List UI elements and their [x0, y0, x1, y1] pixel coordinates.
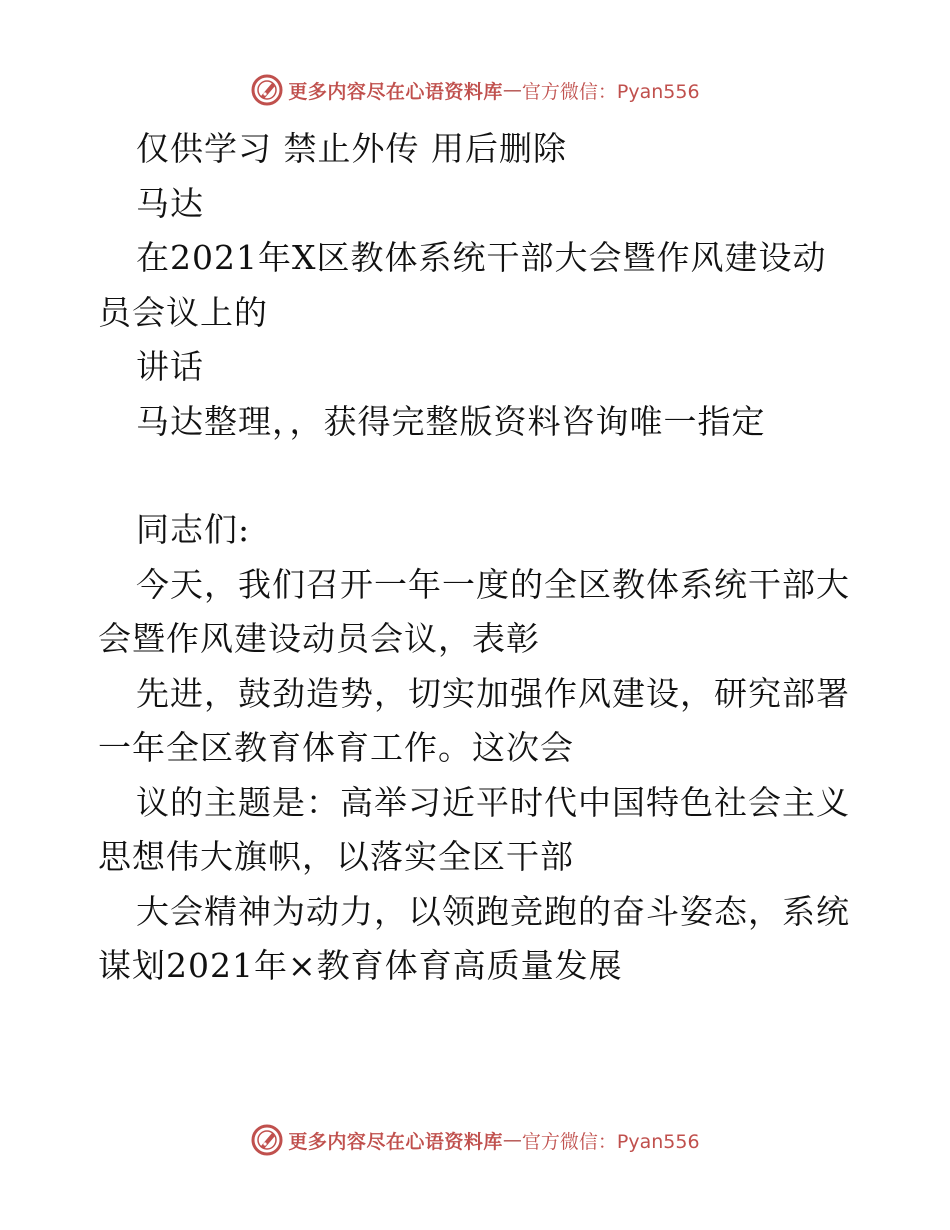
paragraph-line: 会暨作风建设动员会议，表彰	[98, 619, 540, 658]
watermark-separator: —	[502, 1129, 522, 1151]
blank-gap	[98, 449, 858, 503]
title-line-2: 员会议上的	[98, 292, 268, 332]
compiler-line: 马达整理，，获得完整版资料咨询唯一指定	[136, 401, 766, 441]
notice-line: 仅供学习 禁止外传 用后删除	[136, 129, 567, 168]
author-line: 马达	[136, 183, 204, 223]
title-line-3: 讲话	[136, 347, 204, 386]
salutation-line: 同志们:	[136, 510, 251, 549]
watermark-wechat: 官方微信：Pyan556	[521, 80, 700, 103]
footer-watermark	[0, 1122, 950, 1158]
watermark-separator: —	[502, 79, 522, 101]
header-watermark	[0, 72, 950, 108]
pen-nib-circle-logo-icon	[250, 1123, 284, 1157]
paragraph-line: 今天，我们召开一年一度的全区教体系统干部大	[136, 564, 850, 604]
paragraph-line: 先进，鼓劲造势，切实加强作风建设，研究部署	[136, 673, 850, 713]
watermark-text: 更多内容尽在心语资料库	[288, 1130, 503, 1153]
paragraph-line: 思想伟大旗帜，以落实全区干部	[98, 837, 574, 876]
paragraph-line: 一年全区教育体育工作。这次会	[98, 728, 574, 767]
watermark-wechat: 官方微信：Pyan556	[521, 1130, 700, 1153]
document-body	[98, 122, 858, 994]
watermark-text: 更多内容尽在心语资料库	[288, 80, 503, 103]
pen-nib-circle-logo-icon	[250, 73, 284, 107]
paragraph-line: 大会精神为动力，以领跑竞跑的奋斗姿态，系统	[136, 891, 850, 931]
paragraph-line: 议的主题是：高举习近平时代中国特色社会主义	[136, 782, 850, 822]
title-line-1: 在2021年X区教体系统干部大会暨作风建设动	[136, 238, 827, 277]
paragraph-line: 谋划2021年×教育体育高质量发展	[98, 946, 623, 985]
